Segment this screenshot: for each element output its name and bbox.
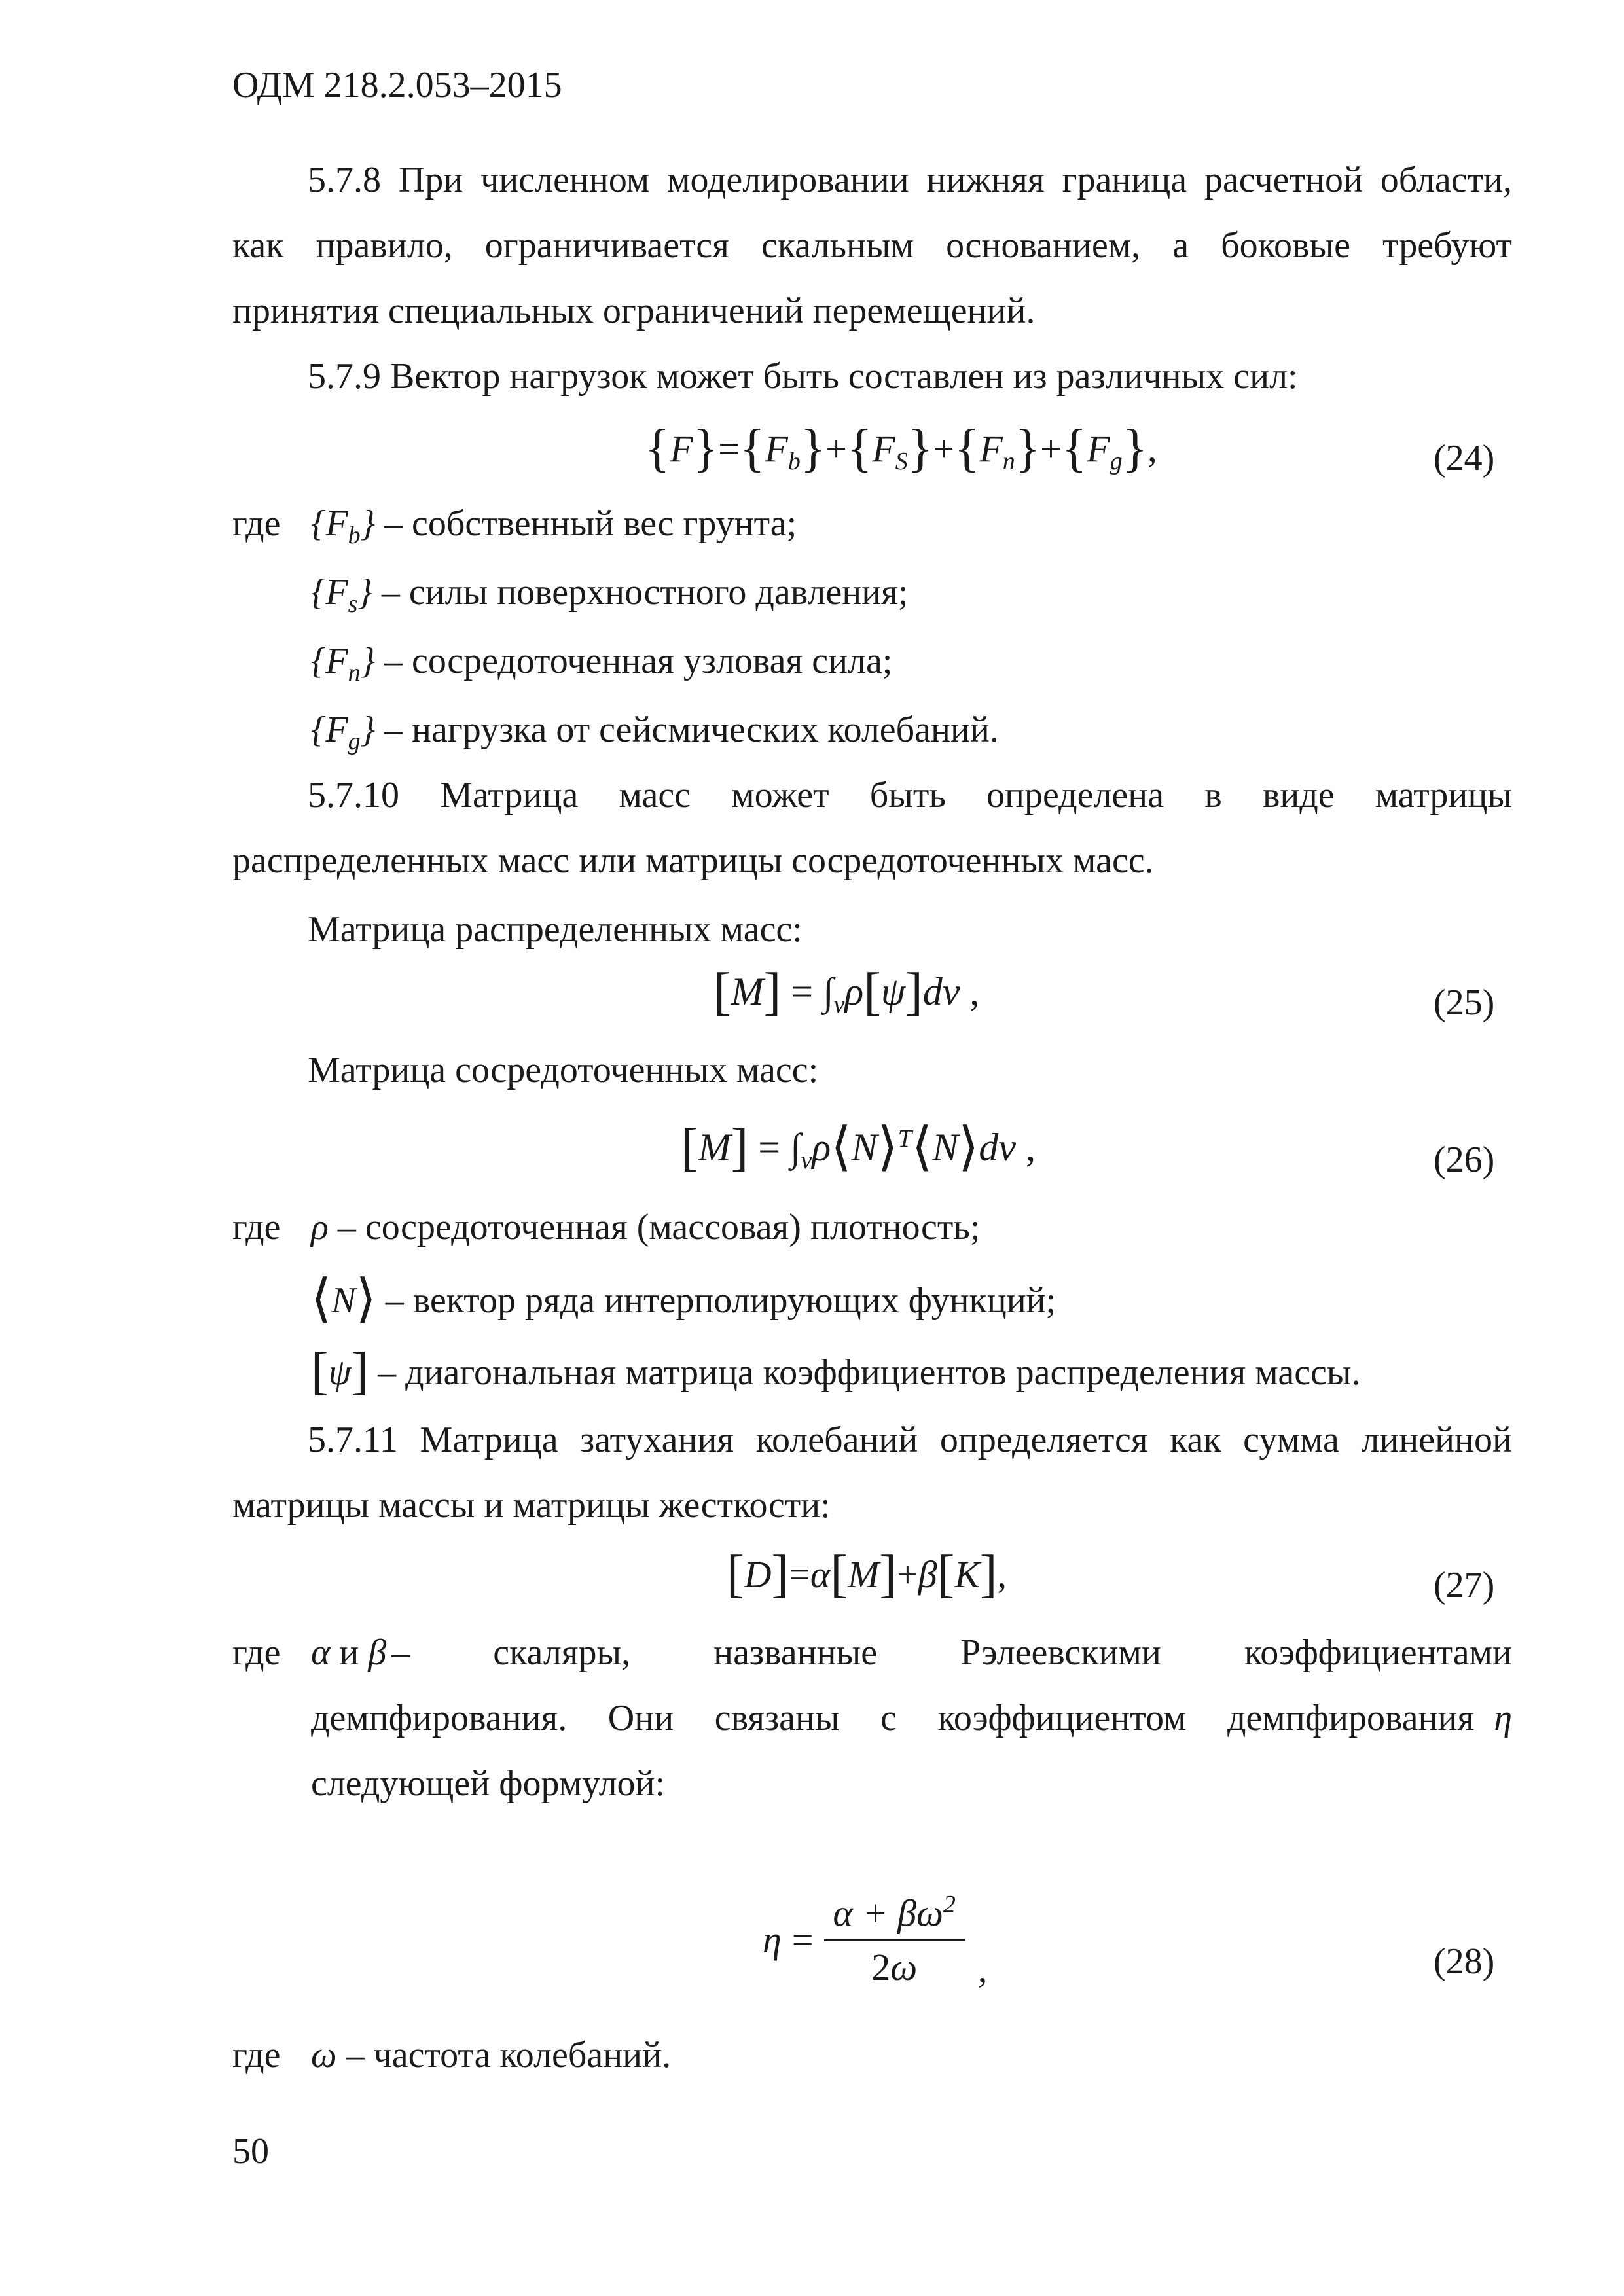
symbol-fg: $\{F_g\}$	[311, 709, 376, 755]
para-5710-line-2: распределенных масс или матрицы сосредоточенных масс.	[232, 840, 1154, 881]
def-n	[311, 1266, 1056, 1333]
where-label-24: где	[232, 503, 281, 544]
def-psi-text: – диагональная матрица коэффициентов распределения массы.	[378, 1352, 1361, 1393]
def-n-text: – вектор ряда интерполирующих функций;	[385, 1280, 1056, 1321]
symbol-beta: β	[368, 1632, 387, 1673]
para-5711-line-1: 5.7.11 Матрица затухания колебаний определяется как сумма линейной	[308, 1420, 1512, 1460]
def-psi	[311, 1338, 1361, 1405]
def-rho	[311, 1194, 980, 1260]
symbol-eta: η	[1494, 1698, 1512, 1738]
symbol-n-vector: ⟨N⟩	[311, 1270, 376, 1328]
equation-26: $[M] = \int_v\rho⟨N⟩^T⟨N⟩dv$ ,	[681, 1119, 1036, 1176]
symbol-fn: $\{F_n\}$	[311, 641, 376, 687]
def-omega	[311, 2022, 671, 2088]
para-579-line-1: 5.7.9 Вектор нагрузок может быть составлен из различных сил:	[308, 356, 1298, 397]
def-omega-text: – частота колебаний.	[346, 2035, 672, 2075]
where-label-27: где	[232, 1632, 281, 1673]
para-578-line-2: как правило, ограничивается скальным основанием, а боковые требуют	[232, 225, 1512, 266]
equation-24: $\{F\}=\{F_b\}+\{F_S\}+\{F_n\}+\{F_g\}$,	[645, 420, 1157, 477]
lumped-mass-label: Матрица сосредоточенных масс:	[308, 1050, 819, 1090]
def-fn	[311, 628, 892, 706]
para-5711-line-2: матрицы массы и матрицы жесткости:	[232, 1485, 831, 1526]
symbol-rho: ρ	[311, 1207, 329, 1247]
def-fs	[311, 560, 908, 637]
equation-25: $[M] = \int_v\rho[\psi]dv$ ,	[713, 963, 980, 1020]
page-number: 50	[232, 2131, 269, 2172]
def-alpha-beta-line-2	[311, 1685, 1512, 1751]
equation-27: [D]=α[M]+β[K],	[727, 1545, 1007, 1603]
and-word: и	[339, 1632, 359, 1673]
equation-number-28: (28)	[1434, 1941, 1495, 1982]
def-rho-text: – сосредоточенная (массовая) плотность;	[337, 1207, 981, 1247]
def-fn-text: – сосредоточенная узловая сила;	[384, 641, 893, 681]
equation-number-24: (24)	[1434, 438, 1495, 478]
def-alpha-beta-text-2: демпфирования. Они связаны с коэффициентом демпфирования	[311, 1698, 1475, 1738]
symbol-fb: $\{F_b\}$	[311, 503, 376, 549]
where-label-28: где	[232, 2035, 281, 2075]
def-fb	[311, 491, 797, 568]
def-alpha-beta-text-1: – скаляры, названные Рэлеевскими коэффициентами	[391, 1632, 1512, 1673]
def-fg-text: – нагрузка от сейсмических колебаний.	[384, 709, 999, 750]
document-code-header: ОДМ 218.2.053–2015	[232, 65, 562, 105]
symbol-psi: [ψ]	[311, 1342, 369, 1400]
para-578-line-3: принятия специальных ограничений перемещений.	[232, 291, 1036, 331]
equation-number-25: (25)	[1434, 982, 1495, 1023]
symbol-alpha: α	[311, 1632, 331, 1673]
symbol-omega: ω	[311, 2035, 337, 2075]
def-alpha-beta-line-3: следующей формулой:	[311, 1763, 666, 1804]
symbol-fs: $\{F_s\}$	[311, 572, 372, 618]
def-alpha-beta-line-1	[311, 1620, 1512, 1685]
equation-number-26: (26)	[1434, 1139, 1495, 1180]
distributed-mass-label: Матрица распределенных масс:	[308, 909, 803, 950]
para-578-line-1: 5.7.8 При численном моделировании нижняя граница расчетной области,	[308, 160, 1512, 200]
equation-number-27: (27)	[1434, 1565, 1495, 1605]
def-fs-text: – силы поверхностного давления;	[381, 572, 909, 613]
para-5710-line-1: 5.7.10 Матрица масс может быть определена в виде матрицы	[308, 775, 1512, 816]
def-fb-text: – собственный вес грунта;	[384, 503, 797, 544]
where-label-26: где	[232, 1207, 281, 1247]
equation-28: η = $\frac{\alpha + \beta\omega^2}{2\omega}$ ,	[763, 1891, 988, 1990]
